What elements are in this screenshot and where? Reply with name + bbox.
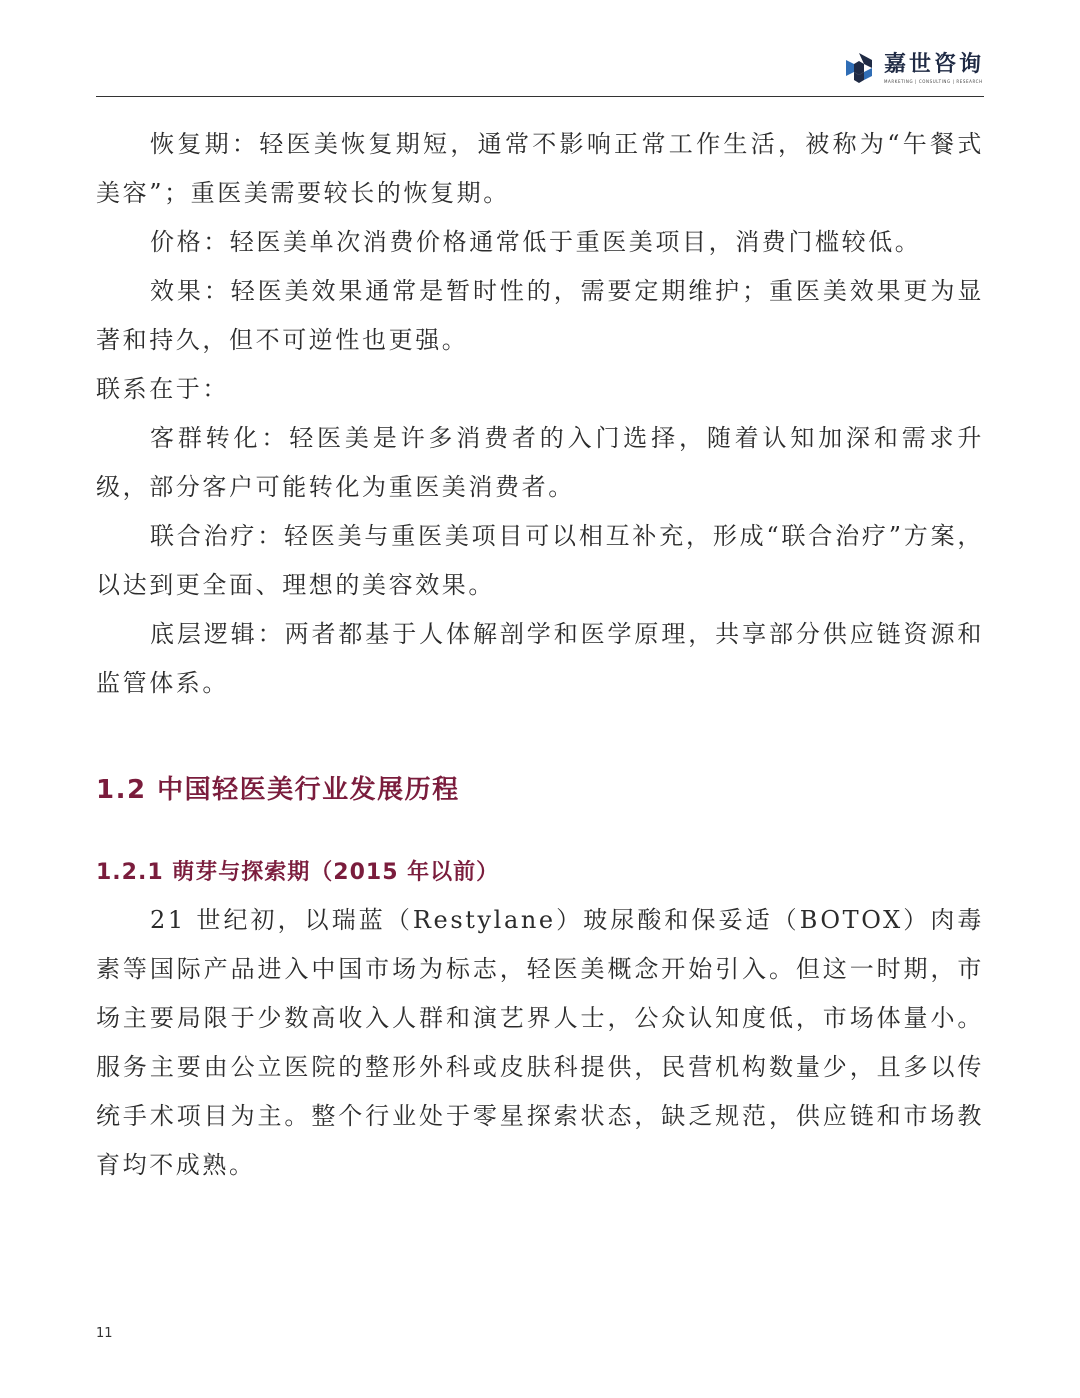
brand-logo [842,46,984,90]
paragraph-connection-lead: 联系在于： [96,375,229,403]
paragraph-price: 价格：轻医美单次消费价格通常低于重医美项目，消费门槛较低。 [150,228,922,256]
document-body [96,120,984,1190]
paragraph-underlying-logic: 底层逻辑：两者都基于人体解剖学和医学原理，共享部分供应链资源和监管体系。 [96,620,984,697]
paragraph-combined-treatment: 联合治疗：轻医美与重医美项目可以相互补充，形成“联合治疗”方案，以达到更全面、理想的美容效果。 [96,522,984,599]
section-heading: 1.2 中国轻医美行业发展历程 [96,775,460,805]
subsection-heading: 1.2.1 萌芽与探索期（2015 年以前） [96,860,500,885]
paragraph-recovery: 恢复期：轻医美恢复期短，通常不影响正常工作生活，被称为“午餐式美容”；重医美需要较长的恢复期。 [96,130,984,207]
paragraph-early-stage: 21 世纪初，以瑞蓝（Restylane）玻尿酸和保妥适（BOTOX）肉毒素等国际产品进入中国市场为标志，轻医美概念开始引入。但这一时期，市场主要局限于少数高收入人群和演艺界人士，公众认知度低，市场体量小。服务主要由公立医院的整形外科或皮肤科提供，民营机构数量少，且多以传统手术项目为主。整个行业处于零星探索状态，缺乏规范，供应链和市场教育均不成熟。 [96,906,984,1179]
page-number: 11 [96,1326,113,1341]
paragraph-customer-conversion: 客群转化：轻医美是许多消费者的入门选择，随着认知加深和需求升级，部分客户可能转化为重医美消费者。 [96,424,984,501]
logo-mark-icon [842,51,876,85]
paragraph-effect: 效果：轻医美效果通常是暂时性的，需要定期维护；重医美效果更为显著和持久，但不可逆性也更强。 [96,277,984,354]
brand-name: 嘉世咨询 [883,51,984,77]
brand-tagline: MARKETING | CONSULTING | RESEARCH [883,78,983,84]
page-header [96,40,984,97]
